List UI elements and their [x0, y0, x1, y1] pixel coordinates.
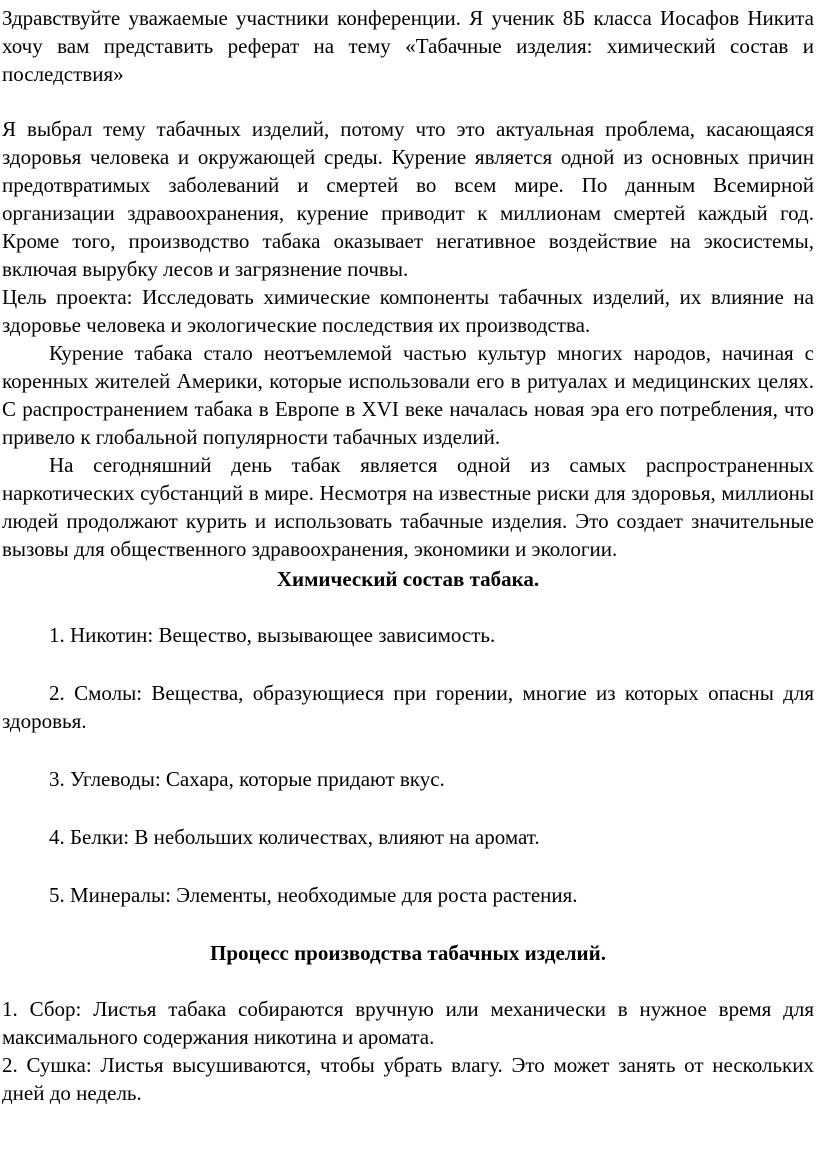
composition-item-proteins: 4. Белки: В небольших количествах, влияют на аромат. — [49, 825, 540, 849]
composition-item-nicotine: 1. Никотин: Вещество, вызывающее зависимость. — [49, 623, 496, 647]
composition-item-tars: 2. Смолы: Вещества, образующиеся при горении, многие из которых опасны для здоровья. — [2, 681, 814, 733]
topic-paragraph: Я выбрал тему табачных изделий, потому что это актуальная проблема, касающаяся здоровья человека и окружающей среды. Курение является одной из основных причин предотвратимых заболеваний и смертей во всем мире. По данным Всемирной организации здравоохранения, курение приводит к миллионам смертей каждый год. Кроме того, производство табака оказывает негативное воздействие на экосистемы, включая вырубку лесов и загрязнение почвы. — [2, 117, 814, 281]
production-item-drying: 2. Сушка: Листья высушиваются, чтобы убрать влагу. Это может занять от нескольких дней до недель. — [2, 1053, 814, 1105]
production-heading: Процесс производства табачных изделий. — [210, 941, 606, 965]
today-paragraph: На сегодняшний день табак является одной из самых распространенных наркотических субстанций в мире. Несмотря на известные риски для здоровья, миллионы людей продолжают курить и использовать табачные изделия. Это создает значительные вызовы для общественного здравоохранения, экономики и экологии. — [2, 453, 814, 561]
composition-heading: Химический состав табака. — [276, 567, 540, 591]
history-paragraph: Курение табака стало неотъемлемой частью культур многих народов, начиная с коренных жителей Америки, которые использовали его в ритуалах и медицинских целях. С распространением табака в Европе в XVI веке началась новая эра его потребления, что привело к глобальной популярности табачных изделий. — [2, 341, 814, 449]
intro-paragraph: Здравствуйте уважаемые участники конференции. Я ученик 8Б класса Иосафов Никита хочу вам представить реферат на тему «Табачные изделия: химический состав и последствия» — [2, 6, 814, 86]
production-item-harvest: 1. Сбор: Листья табака собираются вручную или механически в нужное время для максимального содержания никотина и аромата. — [2, 997, 814, 1049]
goal-paragraph: Цель проекта: Исследовать химические компоненты табачных изделий, их влияние на здоровье человека и экологические последствия их производства. — [2, 285, 814, 337]
composition-item-minerals: 5. Минералы: Элементы, необходимые для роста растения. — [49, 883, 578, 907]
composition-item-carbohydrates: 3. Углеводы: Сахара, которые придают вкус. — [49, 767, 445, 791]
